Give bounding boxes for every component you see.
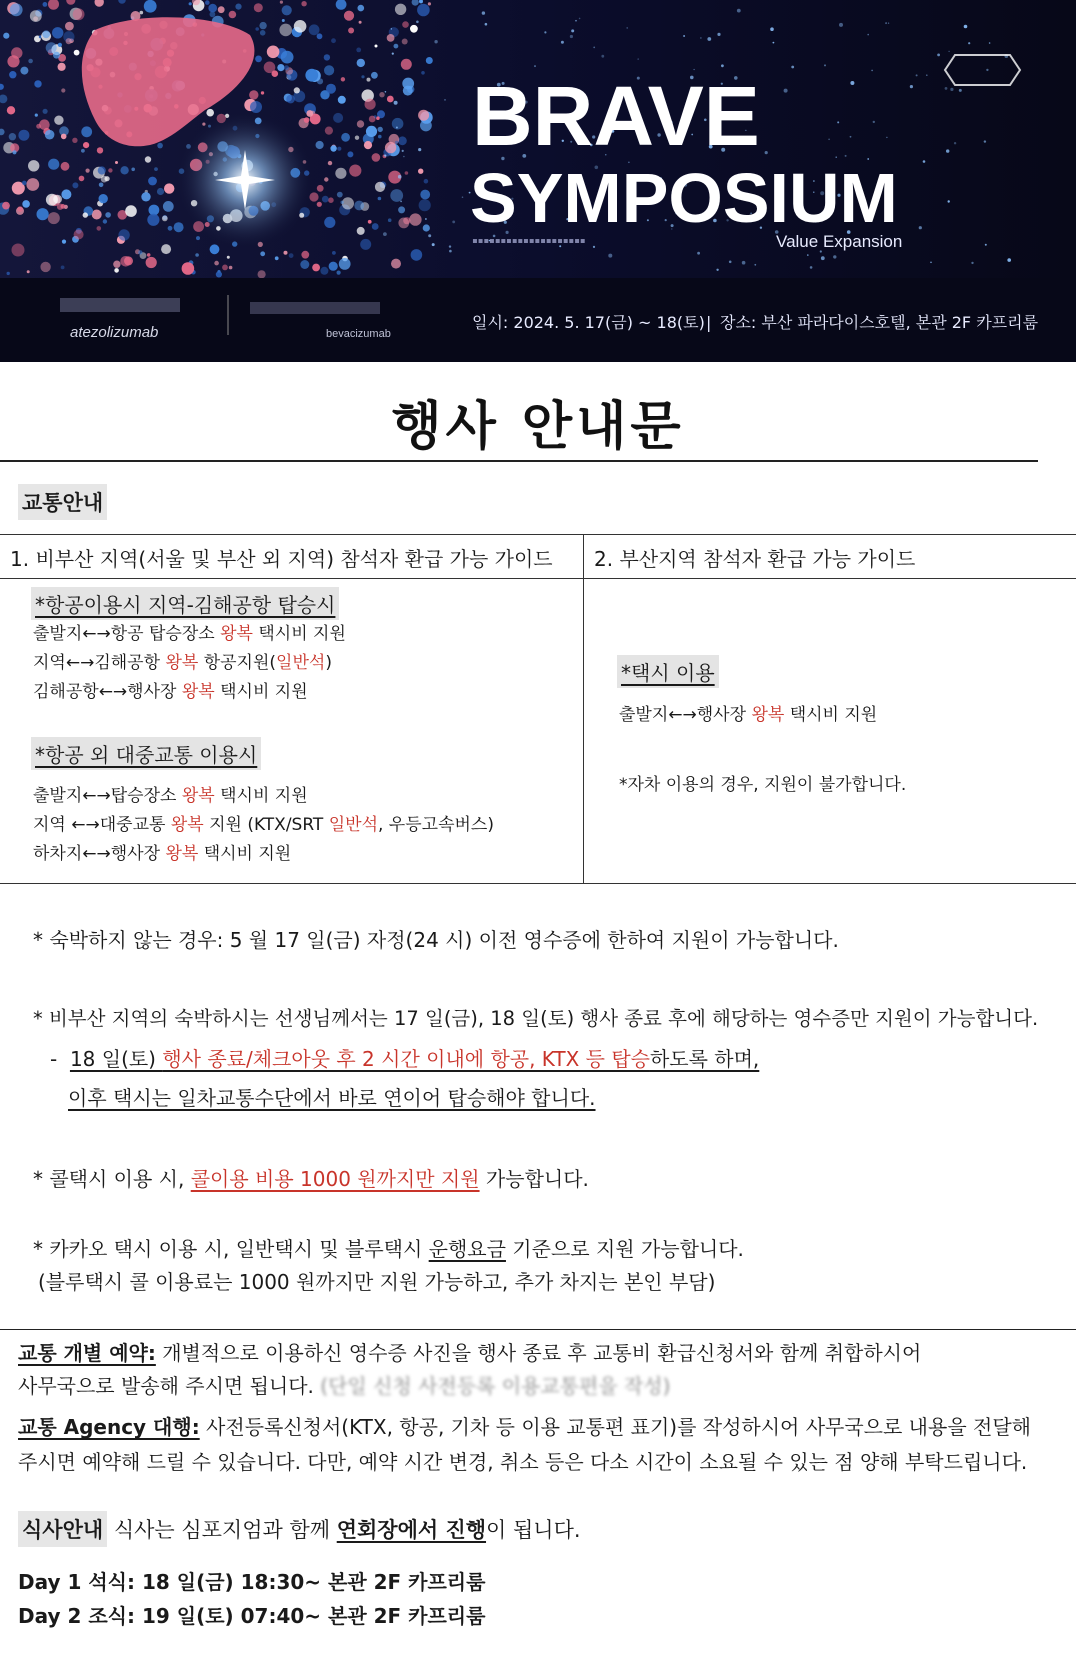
banner-venue: 장소: 부산 파라다이스호텔, 본관 2F 카프리룸 (720, 313, 1039, 332)
note-4-sub: (블루택시 콜 이용료는 1000 원까지만 지원 가능하고, 추가 차지는 본인 부담) (38, 1270, 716, 1294)
meal-day-2: Day 2 조식: 19 일(토) 07:40~ 본관 2F 카프리룸 (18, 1604, 486, 1628)
banner-title-2: SYMPOSIUM (470, 159, 898, 237)
banner-graphic (0, 0, 1076, 362)
brand-atezolizumab: atezolizumab (70, 324, 159, 341)
transport-section-label (18, 484, 107, 520)
meal-day-1: Day 1 석식: 18 일(금) 18:30~ 본관 2F 카프리룸 (18, 1570, 486, 1594)
section-tag: 교통안내 (18, 484, 107, 520)
redacted-text: (단일 신청 사전등록 이용교통편을 작성) (313, 1374, 671, 1398)
note-3: * 콜택시 이용 시, 콜이용 비용 1000 원까지만 지원 가능합니다. (33, 1167, 589, 1191)
air-line-2: 지역←→김해공항 왕복 항공지원(일반석) (33, 653, 332, 673)
note-2-sub-2: 이후 택시는 일차교통수단에서 바로 연이어 탑승해야 합니다. (68, 1086, 596, 1110)
booking-divider (0, 1329, 1076, 1330)
note-2: * 비부산 지역의 숙박하시는 선생님께서는 17 일(금), 18 일(토) 행사 종료 후에 해당하는 영수증만 지원이 가능합니다. (33, 1007, 1039, 1030)
booking-individual: 교통 개별 예약: 개별적으로 이용하신 영수증 사진을 행사 종료 후 교통비 환급신청서와 함께 취합하시어 (18, 1341, 922, 1365)
public-line-3: 하차지←→행사장 왕복 택시비 지원 (33, 844, 292, 864)
page-title: 행사 안내문 (391, 397, 685, 457)
banner-title-1: BRAVE (472, 69, 760, 163)
meal-section: 식사안내 식사는 심포지엄과 함께 연회장에서 진행이 됩니다. (18, 1511, 581, 1547)
brand-bevacizumab: bevacizumab (326, 328, 391, 340)
meal-tag: 식사안내 (18, 1511, 107, 1547)
banner-date: 일시: 2024. 5. 17(금) ~ 18(토) (472, 313, 705, 332)
air-heading: *항공이용시 지역-김해공항 탑승시 (31, 587, 339, 620)
note-1: * 숙박하지 않는 경우: 5 월 17 일(금) 자정(24 시) 이전 영수증에 한하여 지원이 가능합니다. (33, 928, 839, 952)
note-2-sub-1: - 18 일(토) 행사 종료/체크아웃 후 2 시간 이내에 항공, KTX 등 탑승하도록 하며, (50, 1047, 760, 1071)
transport-table (0, 534, 1076, 884)
busan-note: *자차 이용의 경우, 지원이 불가합니다. (619, 775, 907, 795)
booking-agency: 교통 Agency 대행: 사전등록신청서(KTX, 항공, 기차 등 이용 교통편 표기)를 작성하시어 사무국으로 내용을 전달해 (18, 1415, 1031, 1439)
busan-line-1: 출발지←→행사장 왕복 택시비 지원 (619, 705, 878, 725)
air-line-3: 김해공항←→행사장 왕복 택시비 지원 (33, 682, 308, 702)
event-banner (0, 0, 1076, 362)
booking-individual-2: 사무국으로 발송해 주시면 됩니다. (단일 신청 사전등록 이용교통편을 작성) (18, 1374, 671, 1398)
booking-agency-2: 주시면 예약해 드릴 수 있습니다. 다만, 예약 시간 변경, 취소 등은 다소 시간이 소요될 수 있는 점 양해 부탁드립니다. (18, 1450, 1028, 1474)
title-divider (0, 460, 1038, 462)
col1-header: 1. 비부산 지역(서울 및 부산 외 지역) 참석자 환급 가능 가이드 (10, 547, 553, 571)
col2-header: 2. 부산지역 참석자 환급 가능 가이드 (594, 547, 916, 571)
public-heading: *항공 외 대중교통 이용시 (31, 737, 261, 770)
air-line-1: 출발지←→항공 탑승장소 왕복 택시비 지원 (33, 624, 346, 644)
svg-text:▪▪▪▪▪▪▪▪▪▪▪▪▪▪▪▪▪▪▪▪: ▪▪▪▪▪▪▪▪▪▪▪▪▪▪▪▪▪▪▪▪ (472, 233, 586, 250)
public-line-1: 출발지←→탑승장소 왕복 택시비 지원 (33, 786, 308, 806)
banner-subtitle: Value Expansion (776, 232, 903, 251)
note-4: * 카카오 택시 이용 시, 일반택시 및 블루택시 운행요금 기준으로 지원 가능합니다. (33, 1237, 744, 1261)
banner-separator: | (706, 313, 712, 332)
public-line-2: 지역 ←→대중교통 왕복 지원 (KTX/SRT 일반석, 우등고속버스) (33, 815, 494, 835)
busan-heading: *택시 이용 (617, 655, 719, 688)
